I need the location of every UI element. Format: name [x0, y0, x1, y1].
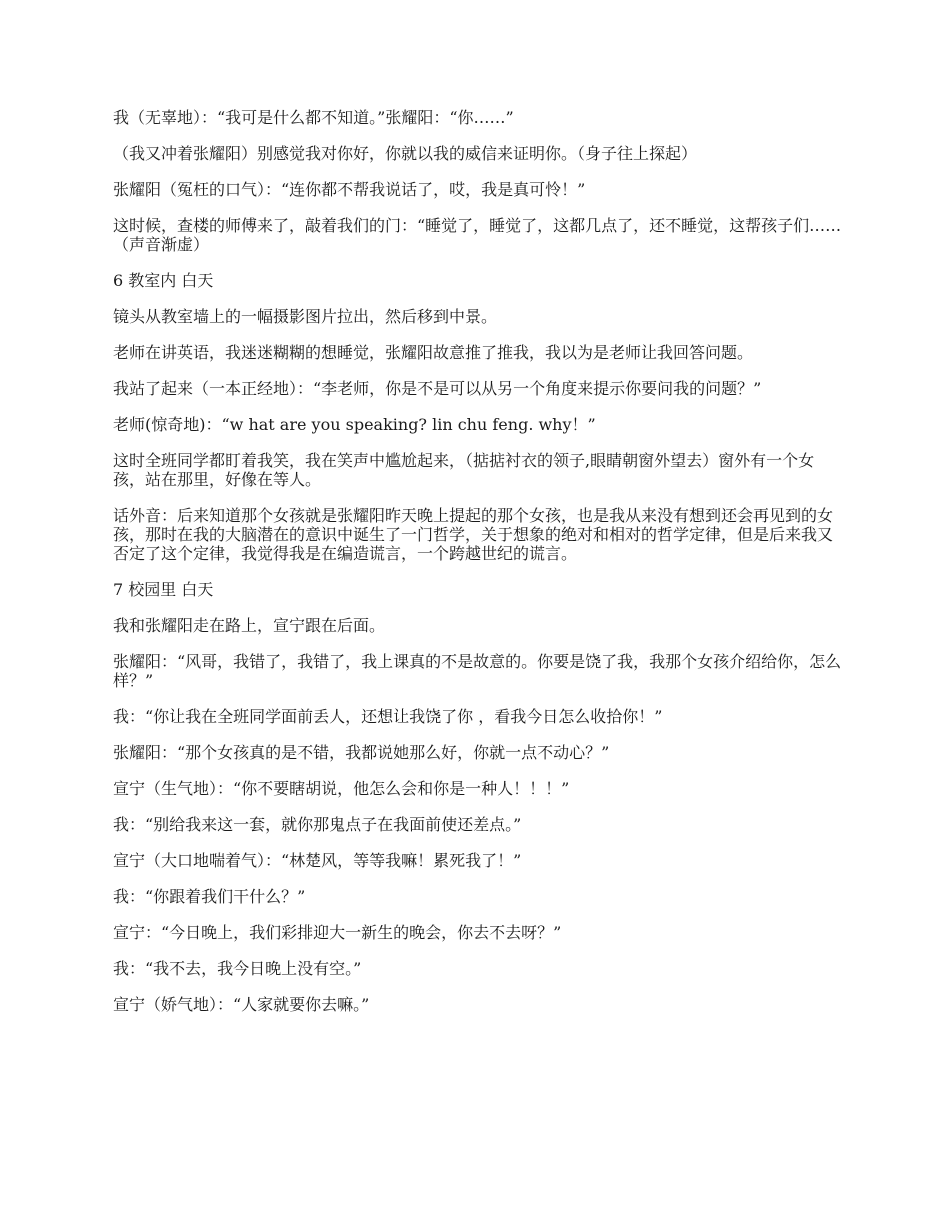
- paragraph-line-17: 宣宁（生气地）：“你不要瞎胡说，他怎么会和你是一种人！！！”: [113, 779, 570, 798]
- document-page: [113, 108, 843, 1031]
- scene-heading-7: 7 校园里 白天: [113, 580, 214, 599]
- paragraph-line-6: 镜头从教室墙上的一幅摄影图片拉出，然后移到中景。: [113, 307, 498, 326]
- paragraph-line-4: 这时候，查楼的师傅来了，敲着我们的门：“睡觉了，睡觉了，这都几点了，还不睡觉，这帮孩子们……（声音渐虚）: [113, 216, 842, 254]
- paragraph-line-23: 宣宁（娇气地）：“人家就要你去嘛。”: [113, 995, 370, 1014]
- paragraph-line-13: 我和张耀阳走在路上，宣宁跟在后面。: [113, 616, 386, 635]
- paragraph-line-20: 我：“你跟着我们干什么？”: [113, 887, 306, 906]
- paragraph-line-3: 张耀阳（冤枉的口气）：“连你都不帮我说话了，哎，我是真可怜！”: [113, 180, 586, 199]
- paragraph-line-2: （我又冲着张耀阳）别感觉我对你好，你就以我的威信来证明你。（身子往上探起）: [113, 144, 698, 163]
- paragraph-line-7: 老师在讲英语，我迷迷糊糊的想睡觉，张耀阳故意推了推我，我以为是老师让我回答问题。: [113, 343, 754, 362]
- paragraph-line-1: 我（无辜地）：“我可是什么都不知道。”张耀阳：“你……”: [113, 108, 514, 127]
- paragraph-line-10: 这时全班同学都盯着我笑，我在笑声中尴尬起来，（掂掂衬衣的领子,眼睛朝窗外望去）窗外有一个女孩，站在那里，好像在等人。: [113, 451, 815, 489]
- voiceover-paragraph: 话外音：后来知道那个女孩就是张耀阳昨天晚上提起的那个女孩，也是我从来没有想到还会再见到的女孩，那时在我的大脑潜在的意识中诞生了一门哲学，关于想象的绝对和相对的哲学定律，但是后来我又否定了这个定律，我觉得我是在编造谎言，一个跨越世纪的谎言。: [113, 506, 834, 563]
- paragraph-line-9: 老师(惊奇地)：“w hat are you speaking? lin chu feng. why！”: [113, 415, 596, 434]
- scene-heading-6: 6 教室内 白天: [113, 271, 214, 290]
- paragraph-line-19: 宣宁（大口地喘着气）：“林楚风，等等我嘛！累死我了！”: [113, 851, 522, 870]
- paragraph-line-22: 我：“我不去，我今日晚上没有空。”: [113, 959, 362, 978]
- paragraph-line-14: 张耀阳：“风哥，我错了，我错了，我上课真的不是故意的。你要是饶了我，我那个女孩介绍给你，怎么样？”: [113, 652, 842, 690]
- paragraph-line-16: 张耀阳：“那个女孩真的是不错，我都说她那么好，你就一点不动心？”: [113, 743, 610, 762]
- paragraph-line-21: 宣宁：“今日晚上，我们彩排迎大一新生的晚会，你去不去呀？”: [113, 923, 562, 942]
- paragraph-line-15: 我：“你让我在全班同学面前丢人，还想让我饶了你 ，看我今日怎么收拾你！”: [113, 707, 663, 726]
- paragraph-line-18: 我：“别给我来这一套，就你那鬼点子在我面前使还差点。”: [113, 815, 522, 834]
- paragraph-line-8: 我站了起来（一本正经地）：“李老师，你是不是可以从另一个角度来提示你要问我的问题？”: [113, 379, 762, 398]
